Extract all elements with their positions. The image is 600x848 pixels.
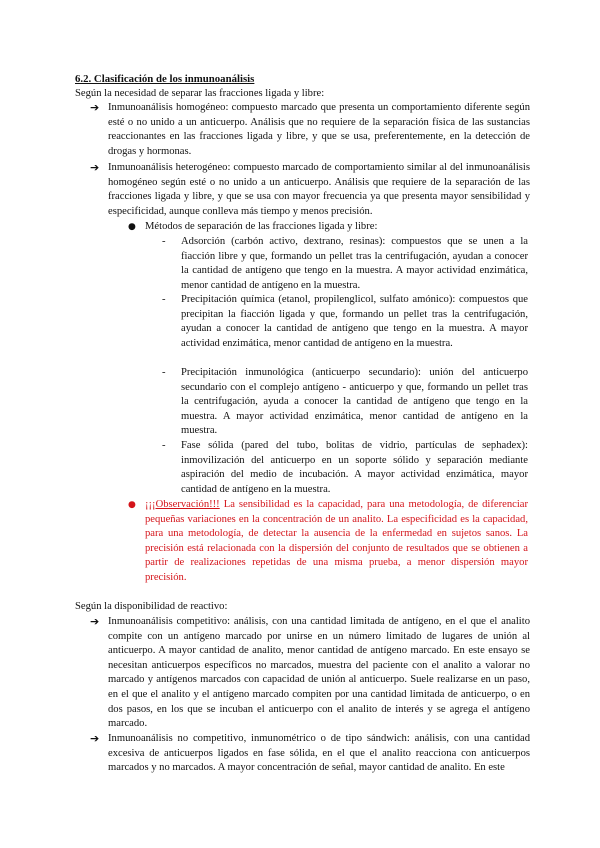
list-item-metodos bbox=[128, 220, 528, 235]
list-item-no-competitivo bbox=[90, 732, 530, 776]
arrow-bullet-icon: ➔ bbox=[90, 732, 100, 745]
dash-bullet-icon: - bbox=[162, 367, 166, 378]
arrow-bullet-icon: ➔ bbox=[90, 615, 100, 628]
observation-text: La sensibilidad es la capacidad, para una metodología, de diferenciar pequeñas variaciones en la concentración de un analito. La especificidad es la capacidad, para una metodología, de detectar la ausencia de la enfermedad en sujetos sanos. La precisión está relacionada con la dispersión del conjunto de resultados que se obtienen a partir de realizaciones repetidas de una misma prueba, a menor dispersión mayor precisión. bbox=[145, 499, 528, 583]
dot-bullet-icon: ● bbox=[128, 500, 136, 510]
competitivo-text: Inmunoanálisis competitivo: análisis, con una cantidad limitada de antígeno, en el que el analito compite con un antígeno marcado por unirse en un número limitado de lugares de unión al anticuerpo. A mayor cantidad de analito, menor cantidad de antígeno marcado. En este ensayo se necesitan anticuerpos específicos no marcados, muestra del paciente con el analito a valorar no marcado y antígenos marcados con capacidad de unión al anticuerpo. Suele realizarse en un paso, en el que el analito y el antígeno marcado compiten por una cantidad limitada de anticuerpo, o en dos pasos, en los que se incuban el anticuerpo con el analito de interés y se agrega el antígeno marcado. bbox=[108, 616, 530, 730]
list-item-metodo-precipitacion-quimica bbox=[162, 293, 528, 351]
list-item-competitivo bbox=[90, 615, 530, 732]
dash-bullet-icon: - bbox=[162, 236, 166, 247]
homogeneo-text: Inmunoanálisis homogéneo: compuesto marcado que presenta un comportamiento diferente según esté o no unido a un anticuerpo. Análisis que no requiere de la separación física de las sustancias reaccionantes en las fracciones ligada y libre, y que se usa, preferentemente, en la detección de drogas y hormonas. bbox=[108, 102, 530, 157]
dash-bullet-icon: - bbox=[162, 440, 166, 451]
arrow-bullet-icon: ➔ bbox=[90, 161, 100, 174]
observation-label: ¡¡¡Observación!!! bbox=[145, 499, 220, 510]
metodo-text: Adsorción (carbón activo, dextrano, resinas): compuestos que se unen a la fiacción libre y que, formando un pellet tras la centrifugación, ayudan a conocer la cantidad de antígeno que tengo en la muestra. A mayor actividad enzimática, menor cantidad de antígeno en la muestra. bbox=[181, 236, 528, 291]
intro-ligada-libre: Según la necesidad de separar las fracciones ligada y libre: bbox=[75, 88, 325, 99]
section-title: 6.2. Clasificación de los inmunoanálisis bbox=[75, 73, 255, 85]
list-item-homogeneo bbox=[90, 101, 530, 159]
heterogeneo-text: Inmunoanálisis heterogéneo: compuesto marcado de comportamiento similar al del inmunoanálisis homogéneo según esté o no unido a un anticuerpo. Análisis que requiere de la separación de las fracciones ligada y libre, y que se usa con mayor frecuencia ya que presenta mayor sensibilidad y especificidad, aunque conlleva más tiempo y menos precisión. bbox=[108, 162, 530, 217]
metodo-text: Fase sólida (pared del tubo, bolitas de vidrio, partículas de sephadex): inmovilización del anticuerpo en un soporte sólido y separación mediante aspiración del medio de incubación. A mayor actividad enzimática, mayor cantidad de antígeno en la muestra. bbox=[181, 440, 528, 495]
observation-body bbox=[145, 498, 528, 586]
list-item-metodo-fase-solida bbox=[162, 439, 528, 497]
arrow-bullet-icon: ➔ bbox=[90, 101, 100, 114]
dot-bullet-icon: ● bbox=[128, 222, 136, 232]
list-item-metodo-adsorcion bbox=[162, 235, 528, 293]
list-item-metodo-precipitacion-inmunologica bbox=[162, 366, 528, 439]
no-competitivo-text: Inmunoanálisis no competitivo, inmunométrico o de tipo sándwich: análisis, con una cantidad excesiva de anticuerpos ligados en fase sólida, en el que el analito reacciona con anticuerpos marcados y no marcados. A mayor concentración de señal, mayor cantidad de analito. En este bbox=[108, 733, 530, 774]
metodo-text: Precipitación química (etanol, propilenglicol, sulfato amónico): compuestos que precipitan la fiacción ligada y que, formando un pellet tras la centrifugación, ayudan a conocer la cantidad de antígeno que tengo en la muestra. A mayor actividad enzimática, menor cantidad de antígeno en la muestra. bbox=[181, 294, 528, 349]
list-item-heterogeneo bbox=[90, 161, 530, 219]
metodos-label: Métodos de separación de las fracciones ligada y libre: bbox=[145, 221, 378, 232]
observation-note bbox=[128, 498, 528, 586]
intro-reactivo: Según la disponibilidad de reactivo: bbox=[75, 601, 228, 612]
metodo-text: Precipitación inmunológica (anticuerpo secundario): unión del anticuerpo secundario con el complejo antígeno - anticuerpo y que, formando un pellet tras la centrifugación, ayuda a conocer la cantidad de antígeno que tengo en la muestra. A mayor actividad enzimática, menor cantidad de antígeno en la muestra. bbox=[181, 367, 528, 437]
dash-bullet-icon: - bbox=[162, 294, 166, 305]
